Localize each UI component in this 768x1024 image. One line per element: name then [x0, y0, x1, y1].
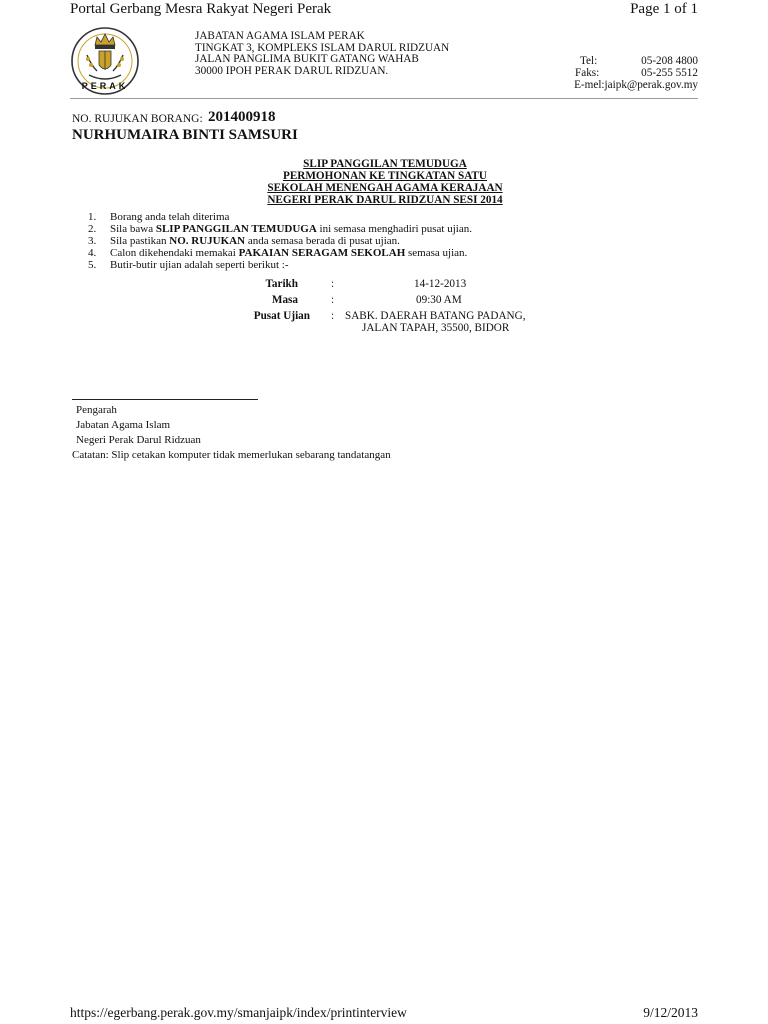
slip-title-line-4: NEGERI PERAK DARUL RIDZUAN SESI 2014	[267, 194, 503, 206]
centre-separator: :	[331, 310, 335, 322]
reference-number: 201400918	[208, 109, 276, 125]
instruction-text: anda semasa berada di pusat ujian.	[245, 235, 400, 247]
tel-value: 05-208 4800	[641, 55, 698, 67]
instruction-text: Sila pastikan	[110, 235, 170, 247]
footer-date: 9/12/2013	[643, 1005, 698, 1020]
slip-title-line-1: SLIP PANGGILAN TEMUDUGA	[303, 158, 467, 170]
instruction-text: Borang anda telah diterima	[110, 211, 230, 223]
instruction-number: 4.	[88, 247, 97, 259]
date-value: 14-12-2013	[414, 278, 467, 290]
fax-value: 05-255 5512	[641, 67, 698, 79]
instruction-emphasis: PAKAIAN SERAGAM SEKOLAH	[238, 247, 406, 259]
date-separator: :	[331, 278, 335, 290]
instruction-number: 1.	[88, 211, 97, 223]
signature-note: Catatan: Slip cetakan komputer tidak memerlukan sebarang tandatangan	[72, 449, 391, 461]
centre-value-line-1: SABK. DAERAH BATANG PADANG,	[345, 310, 526, 322]
tel-label: Tel:	[580, 55, 598, 67]
instruction-text: semasa ujian.	[405, 247, 468, 259]
instruction-emphasis: SLIP PANGGILAN TEMUDUGA	[155, 223, 317, 235]
address-line-department: JABATAN AGAMA ISLAM PERAK	[195, 30, 365, 42]
instruction-number: 2.	[88, 223, 97, 235]
instruction-text: ini semasa menghadiri pusat ujian.	[316, 223, 472, 235]
time-label: Masa	[271, 294, 298, 306]
time-separator: :	[331, 294, 335, 306]
instruction-emphasis: NO. RUJUKAN	[169, 235, 246, 247]
instruction-item	[88, 259, 288, 271]
instruction-number: 5.	[88, 259, 97, 271]
centre-label: Pusat Ujian	[253, 310, 310, 322]
candidate-name: NURHUMAIRA BINTI SAMSURI	[72, 127, 298, 143]
address-block	[195, 31, 449, 77]
perak-crest-logo	[67, 25, 143, 101]
signatory-title: Pengarah	[76, 404, 117, 416]
instruction-number: 3.	[88, 235, 97, 247]
footer-url[interactable]: https://egerbang.perak.gov.my/smanjaipk/index/printinterview	[70, 1005, 407, 1020]
signatory-department: Jabatan Agama Islam	[76, 419, 171, 431]
instruction-text: Butir-butir ujian adalah seperti berikut :-	[110, 259, 289, 271]
instruction-item	[88, 211, 229, 223]
address-line-street: JALAN PANGLIMA BUKIT GATANG WAHAB	[195, 53, 419, 66]
instruction-text: Calon dikehendaki memakai	[110, 247, 239, 259]
slip-title-line-3: SEKOLAH MENENGAH AGAMA KERAJAAN	[267, 182, 503, 194]
instruction-item	[88, 247, 467, 259]
instruction-item	[88, 235, 400, 247]
signature-line	[72, 399, 258, 400]
address-line-city: 30000 IPOH PERAK DARUL RIDZUAN.	[195, 64, 389, 77]
time-value: 09:30 AM	[416, 294, 462, 306]
address-line-floor: TINGKAT 3, KOMPLEKS ISLAM DARUL RIDZUAN	[195, 41, 450, 54]
fax-label: Faks:	[575, 67, 600, 79]
instruction-text: Sila bawa	[110, 223, 156, 235]
logo-text: PERAK	[81, 81, 129, 91]
signatory-state: Negeri Perak Darul Ridzuan	[76, 434, 201, 446]
date-label: Tarikh	[265, 278, 298, 290]
reference-label: NO. RUJUKAN BORANG:	[72, 113, 203, 125]
slip-title-line-2: PERMOHONAN KE TINGKATAN SATU	[283, 170, 487, 182]
centre-value-line-2: JALAN TAPAH, 35500, BIDOR	[362, 322, 510, 334]
portal-title: Portal Gerbang Mesra Rakyat Negeri Perak	[70, 1, 332, 17]
email-address: E-mel:jaipk@perak.gov.my	[574, 79, 698, 91]
header-divider	[70, 98, 698, 99]
page-number: Page 1 of 1	[630, 1, 698, 17]
instruction-item	[88, 223, 472, 235]
